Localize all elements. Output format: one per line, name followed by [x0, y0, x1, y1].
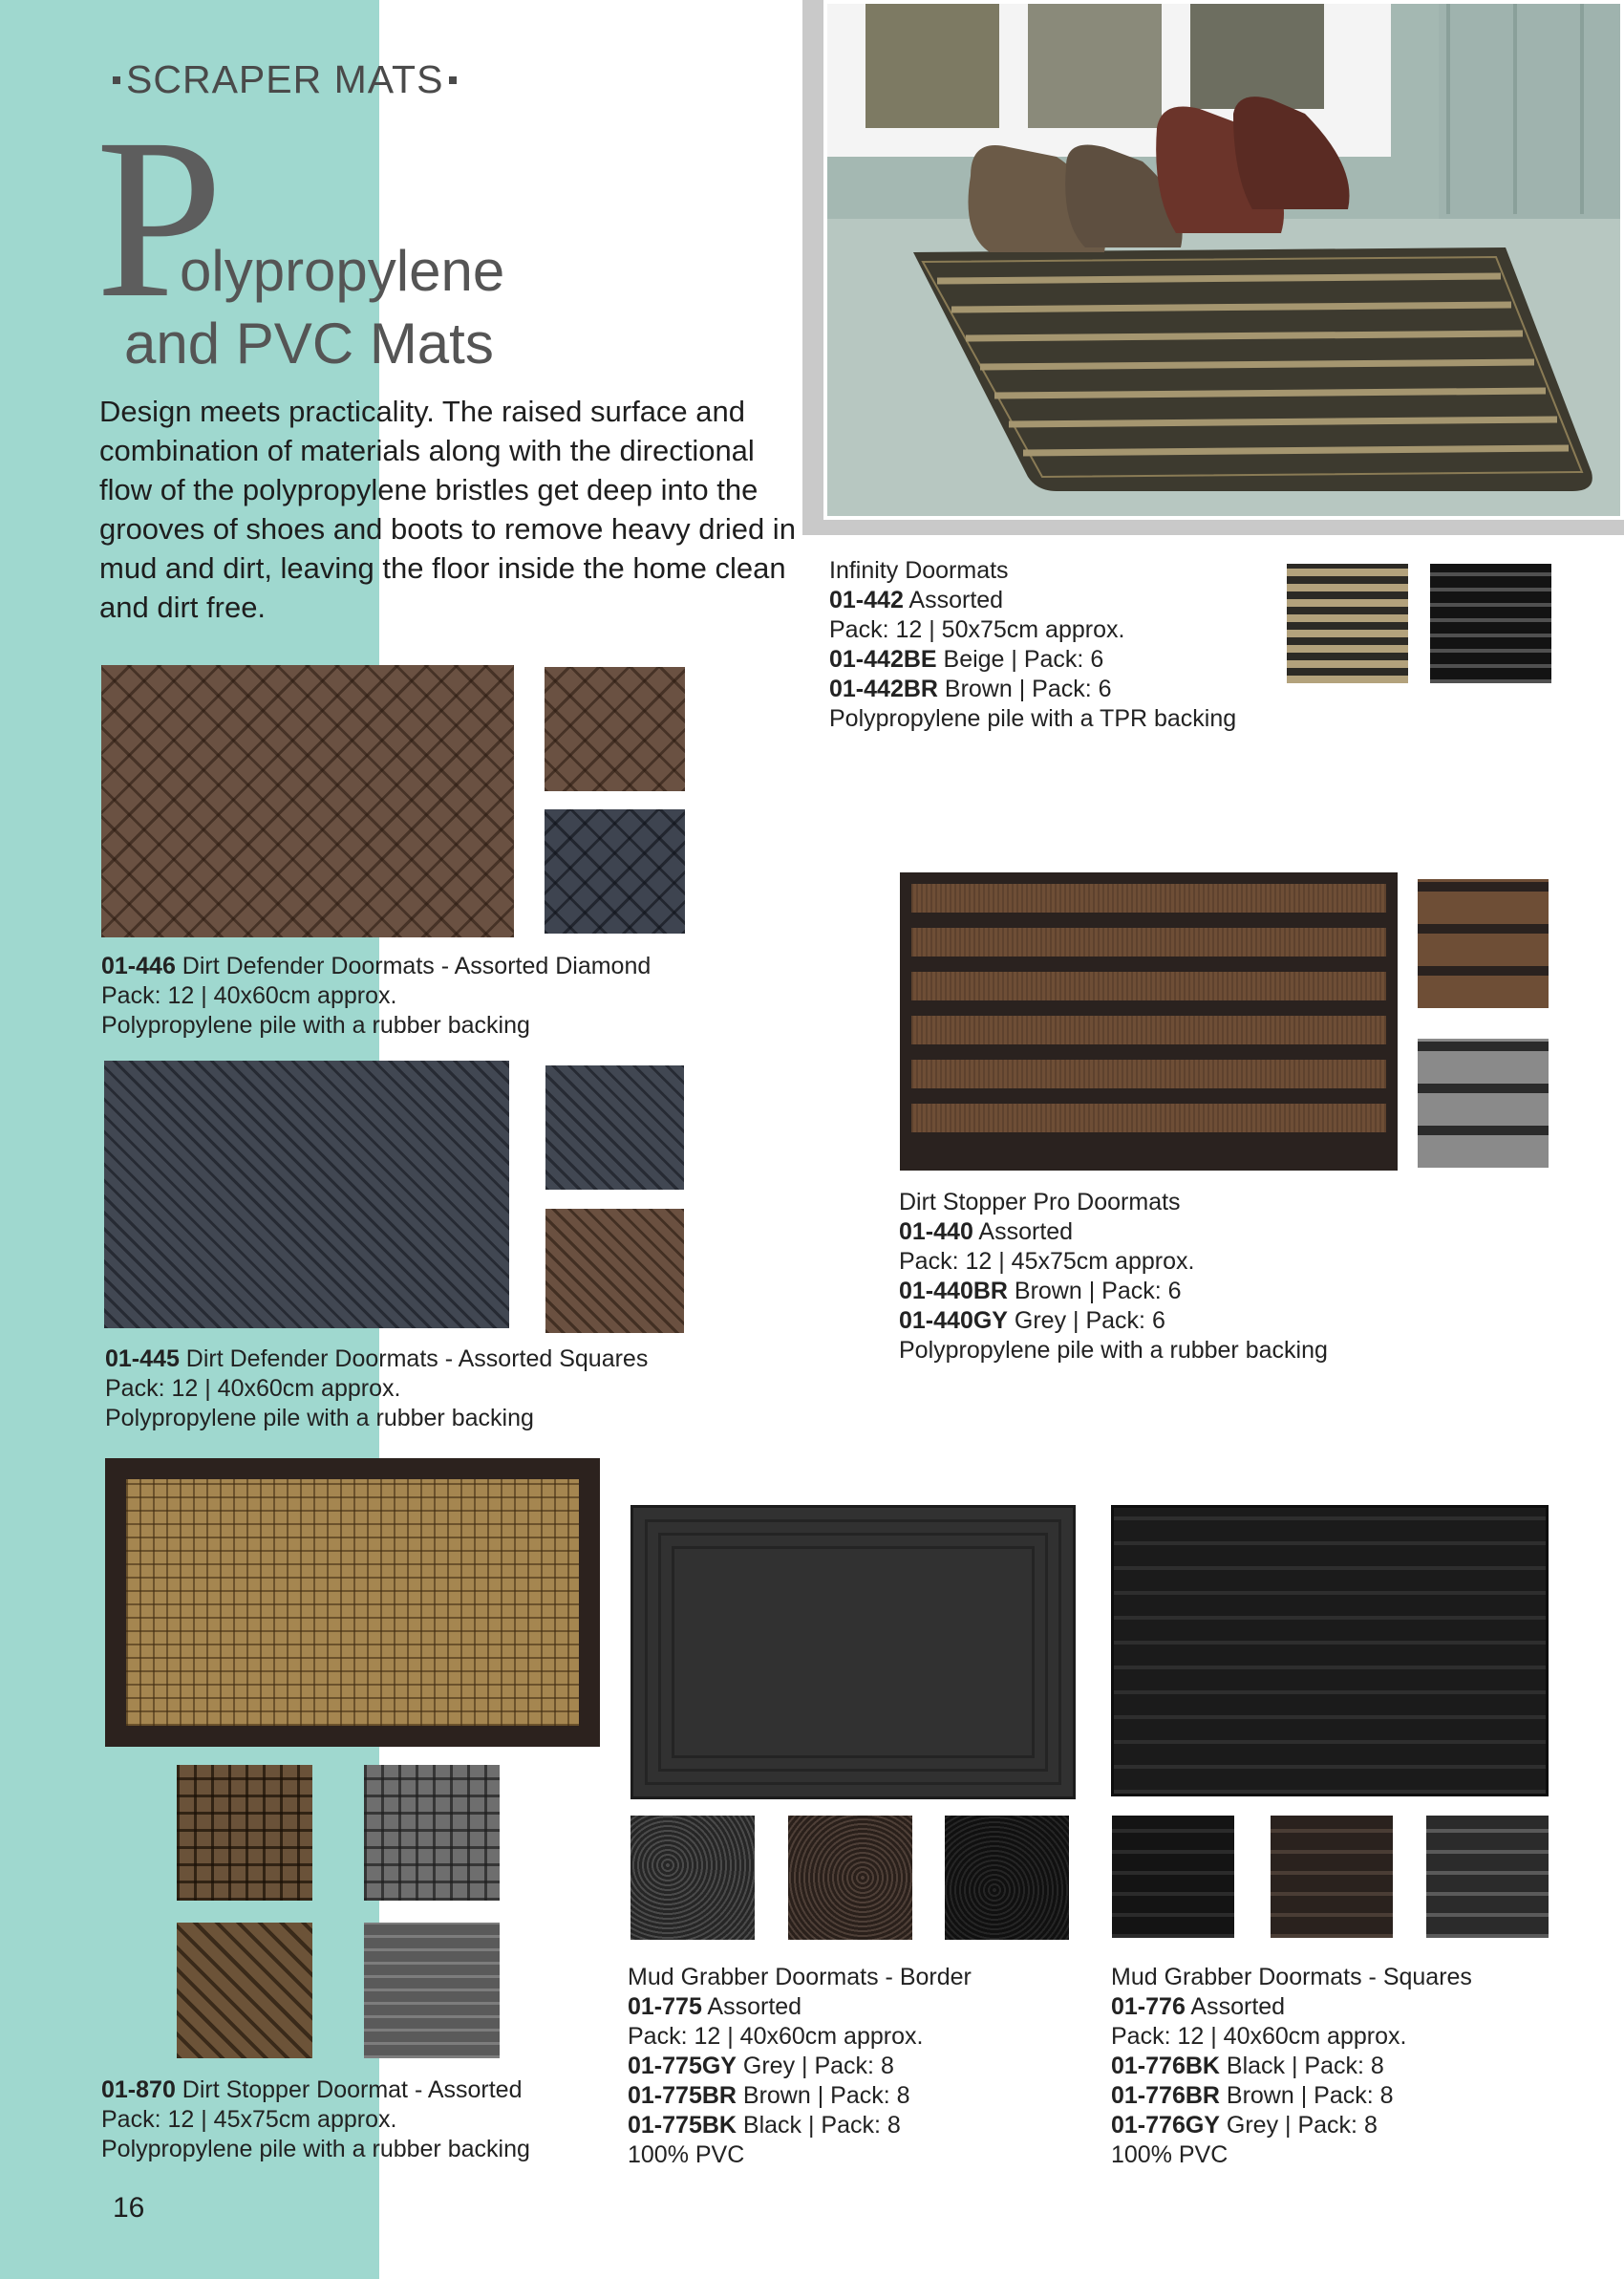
variant-line — [829, 645, 1236, 675]
dirt-defender-diamond-caption — [101, 952, 651, 1041]
mat-strip — [909, 1058, 1388, 1090]
material-info: 100% PVC — [628, 2141, 745, 2168]
pack-info: Pack: 12 | 40x60cm approx. — [1111, 2023, 1407, 2050]
variant-text: Brown | Pack: 6 — [1007, 1278, 1182, 1304]
dirt-stopper-pro-mat — [900, 872, 1398, 1171]
product-code-text: Assorted — [1185, 1993, 1286, 2020]
stopper-pro-grey-swatch — [1418, 1039, 1549, 1168]
variant-line — [829, 675, 1236, 704]
mud-grabber-squares-mat — [1111, 1505, 1549, 1796]
pack-info: Pack: 12 | 50x75cm approx. — [829, 616, 1125, 643]
boots-on-mat-image — [827, 4, 1620, 516]
mud-grabber-border-mat — [630, 1505, 1076, 1799]
product-code-line — [628, 1992, 972, 2022]
diamond-grey-swatch — [545, 809, 685, 934]
variant-line — [1111, 2111, 1472, 2140]
stopper-brown-grid-swatch — [177, 1765, 312, 1901]
variant-line — [1111, 2052, 1472, 2081]
product-name: Dirt Stopper Pro Doormats — [899, 1189, 1181, 1215]
material-info: Polypropylene pile with a rubber backing — [899, 1337, 1328, 1364]
stopper-grey-pattern-swatch — [364, 1923, 500, 2058]
variant-code: 01-775BK — [628, 2112, 737, 2139]
variant-text: Beige | Pack: 6 — [936, 646, 1104, 673]
product-code-line — [1111, 1992, 1472, 2022]
mat-strip — [909, 882, 1388, 914]
product-name: Mud Grabber Doormats - Border — [628, 1964, 972, 1990]
variant-code: 01-776GY — [1111, 2112, 1220, 2139]
dirt-defender-squares-mat — [104, 1061, 509, 1328]
variant-text: Grey | Pack: 6 — [1007, 1307, 1165, 1334]
pack-info: Pack: 12 | 40x60cm approx. — [628, 2023, 924, 2050]
product-code: 01-440 — [899, 1218, 973, 1245]
mat-strip — [909, 926, 1388, 958]
product-name: Infinity Doormats — [829, 557, 1009, 584]
product-code: 01-445 — [105, 1345, 180, 1372]
product-code: 01-776 — [1111, 1993, 1186, 2020]
squares-brown-swatch — [545, 1209, 684, 1333]
variant-code: 01-440GY — [899, 1307, 1008, 1334]
dirt-stopper-caption — [101, 2075, 530, 2164]
mud-grabber-squares-caption — [1111, 1963, 1472, 2170]
grabber-squares-brown-swatch — [1271, 1816, 1393, 1938]
product-code-line — [899, 1217, 1328, 1247]
product-code-line — [829, 586, 1236, 615]
variant-text: Grey | Pack: 8 — [736, 2053, 894, 2079]
variant-code: 01-775BR — [628, 2082, 737, 2109]
intro-paragraph: Design meets practicality. The raised surface and combination of materials along with the directional flow of the polypropylene bristles get deep into the grooves of shoes and boots to remove heavy dried in mud and dirt, leaving the floor inside the home clean and dirt free. — [99, 395, 796, 624]
product-name: Dirt Defender Doormats - Assorted Squares — [179, 1345, 649, 1372]
product-code-text: Assorted — [972, 1218, 1074, 1245]
bullet-icon — [113, 76, 120, 84]
border-ring — [672, 1546, 1035, 1758]
squares-grey-swatch — [545, 1065, 684, 1190]
variant-code: 01-775GY — [628, 2053, 737, 2079]
product-name: Mud Grabber Doormats - Squares — [1111, 1964, 1472, 1990]
grabber-border-black-swatch — [945, 1816, 1069, 1940]
variant-line — [1111, 2081, 1472, 2111]
mat-strip — [909, 1014, 1388, 1046]
stopper-grey-grid-swatch — [364, 1765, 500, 1901]
mud-grabber-border-caption — [628, 1963, 972, 2170]
material-info: Polypropylene pile with a TPR backing — [829, 705, 1237, 732]
product-code: 01-775 — [628, 1993, 702, 2020]
variant-text: Brown | Pack: 6 — [937, 676, 1112, 702]
dirt-stopper-pro-caption — [899, 1188, 1328, 1365]
mat-pile — [126, 1479, 579, 1726]
variant-text: Brown | Pack: 8 — [1219, 2082, 1394, 2109]
material-info: Polypropylene pile with a rubber backing — [105, 1405, 534, 1431]
diamond-brown-swatch — [545, 667, 685, 791]
mat-strip — [909, 970, 1388, 1002]
title-initial: P — [96, 91, 224, 345]
page-number: 16 — [113, 2192, 145, 2224]
pack-info: Pack: 12 | 45x75cm approx. — [899, 1248, 1195, 1275]
page-title-line-2: and PVC Mats — [124, 312, 494, 376]
variant-line — [899, 1306, 1328, 1336]
product-name: Dirt Stopper Doormat - Assorted — [175, 2076, 523, 2103]
variant-text: Black | Pack: 8 — [1219, 2053, 1384, 2079]
infinity-caption — [829, 556, 1236, 734]
product-code: 01-446 — [101, 953, 176, 979]
product-code-text: Assorted — [903, 587, 1004, 613]
material-info: Polypropylene pile with a rubber backing — [101, 2136, 530, 2162]
variant-code: 01-440BR — [899, 1278, 1008, 1304]
product-name: Dirt Defender Doormats - Assorted Diamond — [175, 953, 652, 979]
grabber-border-grey-swatch — [630, 1816, 755, 1940]
product-title-line — [105, 1344, 648, 1374]
grabber-border-brown-swatch — [788, 1816, 912, 1940]
variant-code: 01-442BE — [829, 646, 937, 673]
product-code-text: Assorted — [701, 1993, 802, 2020]
pack-info: Pack: 12 | 45x75cm approx. — [101, 2106, 397, 2133]
variant-code: 01-776BK — [1111, 2053, 1220, 2079]
page-title-line-1: olypropylene — [180, 239, 505, 303]
variant-line — [628, 2081, 972, 2111]
variant-code: 01-776BR — [1111, 2082, 1220, 2109]
grabber-squares-grey-swatch — [1426, 1816, 1549, 1938]
mat-strip — [909, 1102, 1388, 1134]
product-code: 01-442 — [829, 587, 904, 613]
product-title-line — [101, 2075, 530, 2105]
variant-text: Brown | Pack: 8 — [736, 2082, 910, 2109]
dirt-defender-squares-caption — [105, 1344, 648, 1433]
grabber-squares-black-swatch — [1112, 1816, 1234, 1938]
pack-info: Pack: 12 | 40x60cm approx. — [101, 982, 397, 1009]
pack-info: Pack: 12 | 40x60cm approx. — [105, 1375, 401, 1402]
bullet-icon — [449, 76, 457, 84]
stopper-brown-pattern-swatch — [177, 1923, 312, 2058]
product-code: 01-870 — [101, 2076, 176, 2103]
variant-text: Grey | Pack: 8 — [1219, 2112, 1378, 2139]
dirt-defender-diamond-mat — [101, 665, 514, 937]
product-title-line — [101, 952, 651, 981]
material-info: 100% PVC — [1111, 2141, 1229, 2168]
material-info: Polypropylene pile with a rubber backing — [101, 1012, 530, 1039]
variant-line — [628, 2111, 972, 2140]
variant-code: 01-442BR — [829, 676, 938, 702]
variant-text: Black | Pack: 8 — [736, 2112, 901, 2139]
variant-line — [628, 2052, 972, 2081]
section-label-text: SCRAPER MATS — [126, 57, 444, 101]
infinity-beige-swatch — [1287, 564, 1408, 683]
stopper-pro-brown-swatch — [1418, 879, 1549, 1008]
infinity-black-swatch — [1430, 564, 1551, 683]
variant-line — [899, 1277, 1328, 1306]
dirt-stopper-mat — [105, 1458, 600, 1747]
hero-photo — [823, 0, 1624, 520]
